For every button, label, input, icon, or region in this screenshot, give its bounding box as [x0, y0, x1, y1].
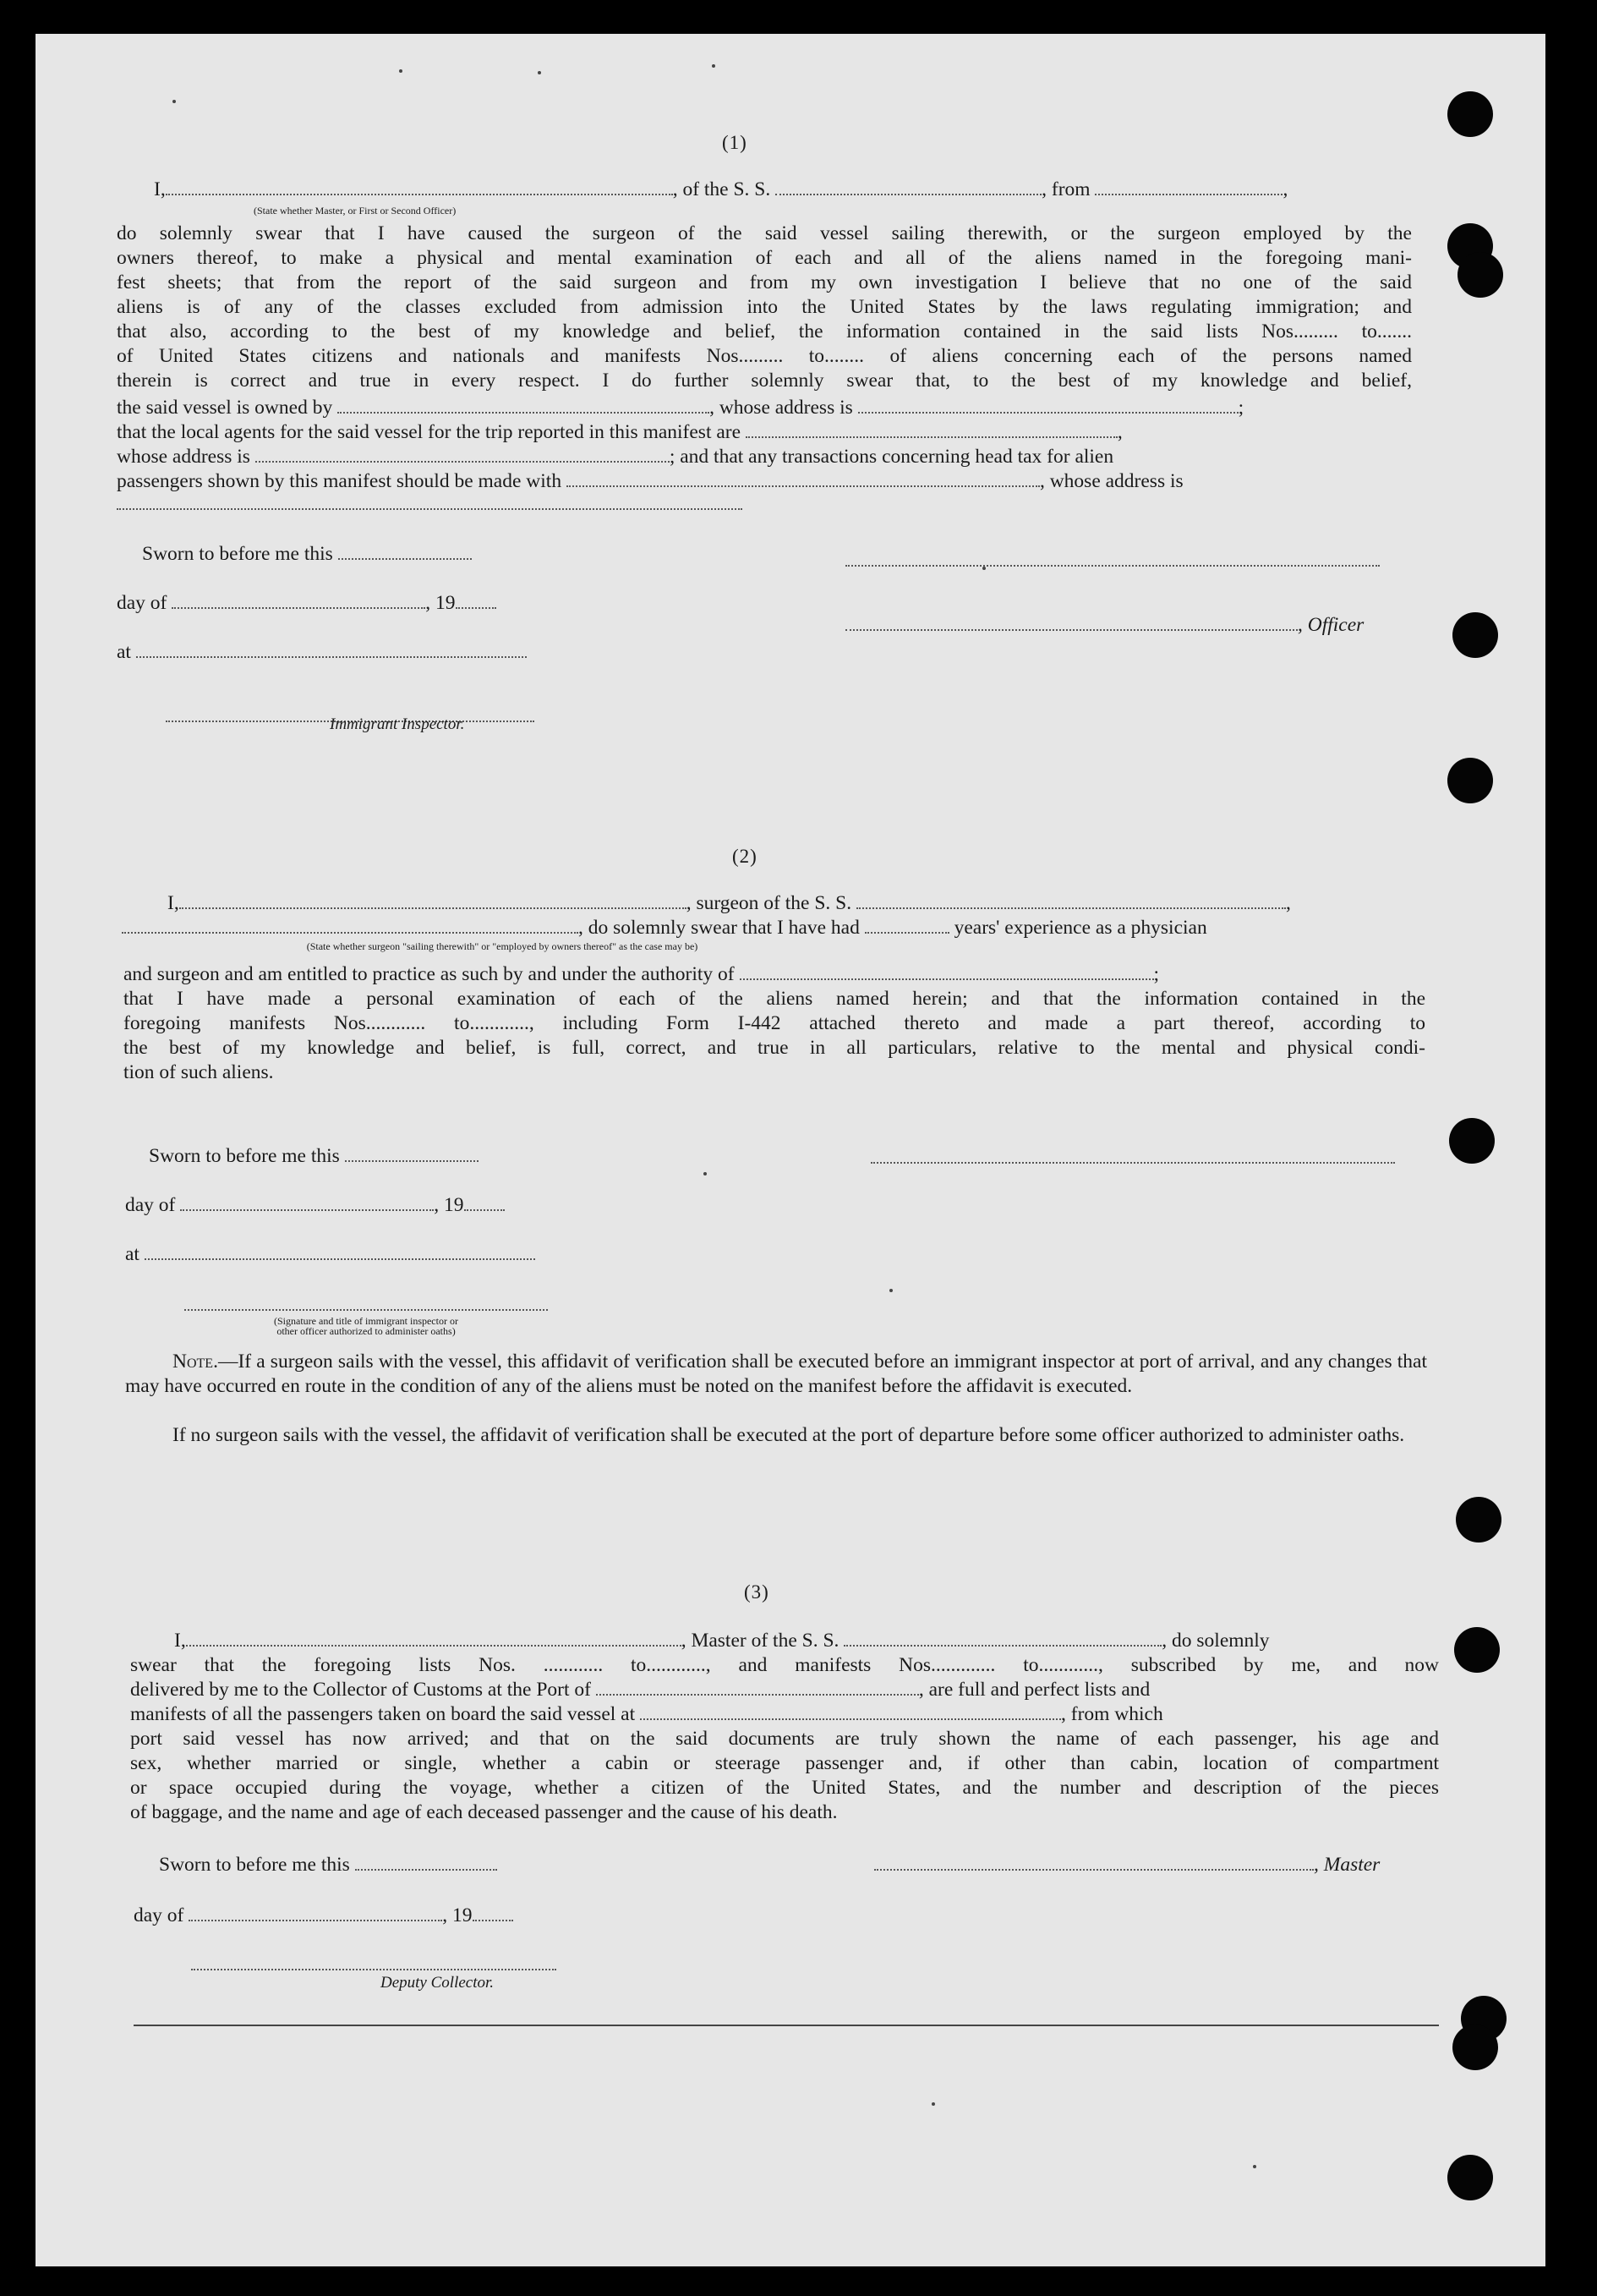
- sec3-master-line: , Master: [874, 1854, 1380, 1877]
- punch-hole: [1452, 612, 1498, 658]
- sec1-local-agents: that the local agents for the said vessel for the trip reported in this manifest are ,: [117, 421, 1123, 443]
- sec1-sworn: Sworn to before me this: [142, 543, 472, 566]
- sec3-delivered: delivered by me to the Collector of Customs at the Port of , are full and perfect lists and: [130, 1679, 1151, 1701]
- sec1-master-note: (State whether Master, or First or Second Officer): [254, 205, 457, 216]
- sec3-sworn: Sworn to before me this: [159, 1854, 497, 1877]
- punch-hole: [1454, 1627, 1500, 1673]
- section-3-heading: (3): [744, 1581, 769, 1603]
- sec1-line-master: I, , of the S. S. , from ,: [154, 178, 1288, 200]
- sec1-day-of: day of , 19: [117, 592, 496, 615]
- document-page: [36, 34, 1545, 2266]
- sec1-owned-by: the said vessel is owned by , whose address is ;: [117, 397, 1244, 419]
- bottom-rule: [134, 2025, 1439, 2026]
- sec3-body: port said vessel has now arrived; and that on the said documents are truly shown the name of each passenger, his age and sex, whether married or single, whether a cabin or steerage passenger and, if other than cabin, location of compartment or space occupied during the voyage, whether a citizen of the United States, and the number and description of the pieces of baggage, and the name and age of each deceased passenger and the cause of his death.: [130, 1728, 1439, 1823]
- sec1-head-tax: whose address is ; and that any transactions concerning head tax for alien: [117, 446, 1114, 468]
- sec2-day-of: day of , 19: [125, 1194, 505, 1217]
- sec1-officer-line: , Officer: [845, 614, 1364, 637]
- sec2-sig-line: [184, 1294, 548, 1317]
- sec2-body: that I have made a personal examination of each of the aliens named herein; and that the information contained in the foregoing manifests Nos............ to............, including Form I-442 attached thereto and made a part thereof, according to the best of my knowledge and belief, is full, correct, and true in all particulars, relative to the mental and physical condi- tion of such aliens.: [123, 988, 1425, 1083]
- sec2-sworn: Sworn to before me this: [149, 1145, 479, 1168]
- sec2-right-sig: [871, 1147, 1395, 1170]
- section-1-heading: (1): [722, 132, 747, 153]
- sec1-at: at: [117, 641, 527, 664]
- sec1-inspector-label: Immigrant Inspector.: [330, 715, 465, 733]
- sec3-sig-line: [191, 1954, 556, 1976]
- punch-hole: [1449, 1118, 1495, 1164]
- sec2-sig-note: (Signature and title of immigrant inspector or other officer authorized to administer oaths): [274, 1315, 458, 1337]
- sec3-swear: swear that the foregoing lists Nos. ............ to............, and manifests Nos............. to............, subscribed by me, and now: [130, 1654, 1439, 1676]
- sec1-right-sig: [845, 550, 1380, 573]
- sec2-years: , do solemnly swear that I have had years' experience as a physician: [122, 916, 1207, 940]
- punch-hole: [1447, 2155, 1493, 2200]
- punch-hole: [1452, 2025, 1498, 2070]
- punch-hole: [1456, 1497, 1501, 1543]
- punch-hole: [1447, 758, 1493, 803]
- sec3-day-of: day of , 19: [134, 1904, 513, 1927]
- sec2-note-2: If no surgeon sails with the vessel, the affidavit of verification shall be executed at the port of departure before some officer authorized to administer oaths.: [172, 1424, 1405, 1446]
- sec3-deputy-label: Deputy Collector.: [380, 1974, 495, 1992]
- sec2-authority: and surgeon and am entitled to practice as such by and under the authority of ;: [123, 963, 1160, 985]
- sec1-passengers: passengers shown by this manifest should be made with , whose address is: [117, 470, 1184, 492]
- sec1-body: do solemnly swear that I have caused the surgeon of the said vessel sailing therewith, or the surgeon employed by the owners thereof, to make a physical and mental examination of each and all of the aliens named in the foregoing mani- fest sheets; that from the report of the said surgeon and from my own investigation I believe that no one of the said aliens is of any of the classes excluded from admission into the United States by the laws regulating immigration; and that also, according to the best of my knowledge and belief, the information contained in the said lists Nos......... to....... of United States citizens and nationals and manifests Nos......... to........ of aliens concerning each of the persons named therein is correct and true in every respect. I do further solemnly swear that, to the best of my knowledge and belief,: [117, 222, 1412, 392]
- sec3-master-of: I, , Master of the S. S. , do solemnly: [174, 1630, 1270, 1652]
- sec2-at: at: [125, 1243, 535, 1266]
- sec3-manifests: manifests of all the passengers taken on board the said vessel at , from which: [130, 1703, 1163, 1725]
- sec2-note: Note.—If a surgeon sails with the vessel, this affidavit of verification shall be executed before an immigrant inspector at port of arrival, and any changes that may have occurred en route in the condition of any of the aliens must be noted on the manifest before the affidavit is executed.: [125, 1351, 1427, 1397]
- sec2-surgeon-note: (State whether surgeon "sailing therewith" or "employed by owners thereof" as the case may be): [306, 940, 698, 952]
- section-2-heading: (2): [732, 846, 757, 867]
- sec1-address-blank: [117, 492, 742, 517]
- punch-hole: [1458, 252, 1503, 298]
- sec2-surgeon-of: I, , surgeon of the S. S. ,: [167, 892, 1291, 914]
- punch-hole: [1447, 91, 1493, 137]
